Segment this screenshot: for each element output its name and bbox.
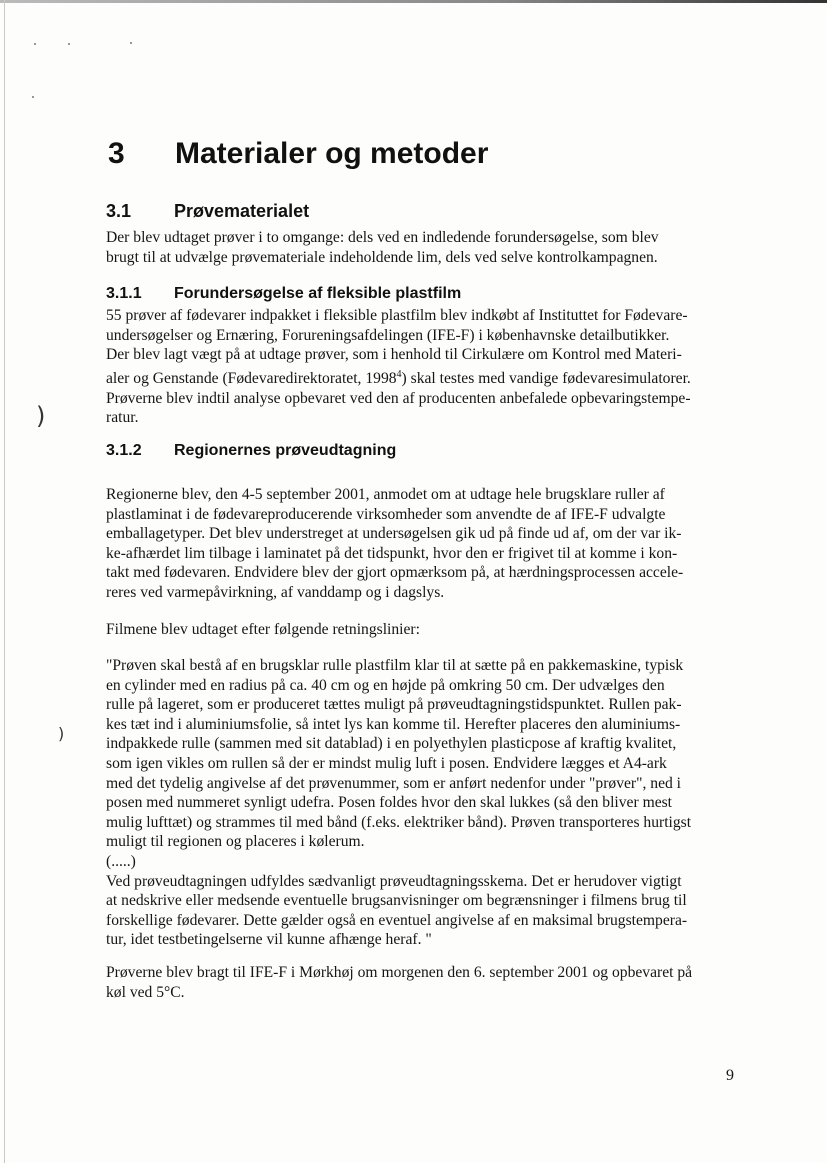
subsection-2-paragraph-3 [106, 963, 738, 1002]
text-line: "Prøven skal bestå af en brugsklar rulle plastfilm klar til at sætte på en pakkemaskine, typisk [106, 657, 684, 674]
page-number: 9 [726, 1067, 734, 1084]
text-line: med det tydelig angivelse af det prøvenummer, som er anført nedenfor under "prøver", ned i [106, 774, 682, 792]
text-line [106, 365, 738, 389]
scan-speck [32, 96, 34, 98]
subsection-number: 3.1.2 [106, 442, 142, 459]
text-line: indpakkede rulle (sammen med sit datablad) i en polyethylen plasticpose af kraftig kvalitet, [106, 735, 677, 753]
text-line: Prøverne blev bragt til IFE-F i Mørkhøj om morgenen den 6. september 2001 og opbevaret på [106, 964, 693, 981]
subsection-title: Regionernes prøveudtagning [174, 442, 397, 459]
text-line: ratur. [106, 409, 139, 427]
text-line: Filmene blev udtaget efter følgende retningslinier: [106, 621, 420, 638]
chapter-title: Materialer og metoder [175, 137, 489, 170]
text-line: Regionerne blev, den 4-5 september 2001, anmodet om at udtage hele brugsklare ruller af [106, 486, 665, 503]
section-number: 3.1 [106, 201, 132, 221]
text-line: muligt til regionen og placeres i kølerum. [106, 833, 365, 851]
text-line: som igen vikles om rullen så der er mindst mulig luft i posen. Endvidere lægges et A4-ark [106, 754, 667, 772]
section-heading [106, 201, 309, 222]
text-line: kes tæt ind i aluminiumsfolie, så intet lys kan komme til. Herefter placeres den aluminiums- [106, 715, 681, 733]
text-line: tur, idet testbetingelserne vil kunne afhænge heraf. " [106, 931, 432, 949]
binder-hole-mark: ) [58, 724, 65, 743]
section-title: Prøvematerialet [174, 201, 310, 221]
text-line: undersøgelser og Ernæring, Forureningsafdelingen (IFE-F) i københavnske detailbutikker. [106, 326, 670, 344]
subsection-title: Forundersøgelse af fleksible plastfilm [174, 285, 462, 302]
scan-edge-top [0, 0, 827, 3]
text-line: 55 prøver af fødevarer indpakket i fleksible plastfilm blev indkøbt af Instituttet for Fødevare- [106, 307, 688, 324]
text-line: takt med fødevaren. Endvidere blev der gjort opmærksom på, at hærdningsprocessen accele- [106, 564, 684, 582]
text-line: at nedskrive eller medsende eventuelle brugsanvisninger om begrænsninger i filmens brug til [106, 892, 687, 910]
text-line: rulle på lageret, som er produceret tættes muligt på prøveudtagningstidspunktet. Rullen pak- [106, 696, 682, 714]
guideline-quote [106, 656, 738, 950]
subsection-1-paragraph [106, 306, 738, 428]
subsection-heading [106, 285, 461, 303]
section-intro-paragraph [106, 228, 738, 267]
text-line: mulig lufttæt) og strammes til med bånd (f.eks. elektriker bånd). Prøven transporteres hurtigst [106, 813, 692, 831]
chapter-heading [108, 137, 488, 171]
text-line: (.....) [106, 852, 136, 870]
chapter-number: 3 [108, 137, 125, 170]
scan-speck [130, 42, 132, 44]
text-fragment: aler og Genstande (Fødevaredirektoratet, 1998 [106, 369, 397, 387]
subsection-2-paragraph-2 [106, 620, 738, 640]
text-line: emballagetyper. Det blev understreget at undersøgelsen gik ud på finde ud af, om der var ik- [106, 525, 682, 543]
text-line: reres ved varmepåvirkning, af vanddamp og i dagslys. [106, 583, 445, 601]
subsection-number: 3.1.1 [106, 285, 142, 302]
subsection-2-paragraph-1 [106, 485, 738, 603]
text-line: Prøverne blev indtil analyse opbevaret ved den af producenten anbefalede opbevaringstempe- [106, 389, 691, 407]
text-line: ke-afhærdet lim tilbage i laminatet på det tidspunkt, hvor den er frigivet til at komme i kon- [106, 544, 678, 562]
scan-speck [68, 43, 70, 45]
text-line: Der blev udtaget prøver i to omgange: dels ved en indledende forundersøgelse, som blev [106, 229, 659, 246]
text-fragment: ) skal testes med vandige fødevaresimulatorer. [401, 369, 691, 387]
scan-speck [34, 43, 36, 45]
text-line: Der blev lagt vægt på at udtage prøver, som i henhold til Cirkulære om Kontrol med Materi- [106, 346, 682, 364]
text-line: Ved prøveudtagningen udfyldes sædvanligt prøveudtagningsskema. Det er herudover vigtigt [106, 872, 682, 890]
text-line: brugt til at udvælge prøvemateriale indeholdende lim, dels ved selve kontrolkampagnen. [106, 248, 658, 266]
footnote-ref: 4 [396, 368, 402, 380]
binder-hole-mark: ) [36, 402, 46, 430]
text-line: køl ved 5°C. [106, 983, 185, 1001]
text-line: forskellige fødevarer. Dette gælder også en eventuel angivelse af en maksimal brugstempera- [106, 911, 688, 929]
scan-edge-left [4, 0, 5, 1163]
subsection-heading [106, 442, 396, 460]
text-line: plastlaminat i de fødevareproducerende virksomheder som anvendte de af IFE-F udvalgte [106, 505, 666, 523]
text-line: posen med nummeret synligt udefra. Posen foldes hvor den skal lukkes (så den bliver mest [106, 794, 673, 812]
text-line: en cylinder med en radius på ca. 40 cm og en højde på omkring 50 cm. Der udvælges den [106, 676, 665, 694]
